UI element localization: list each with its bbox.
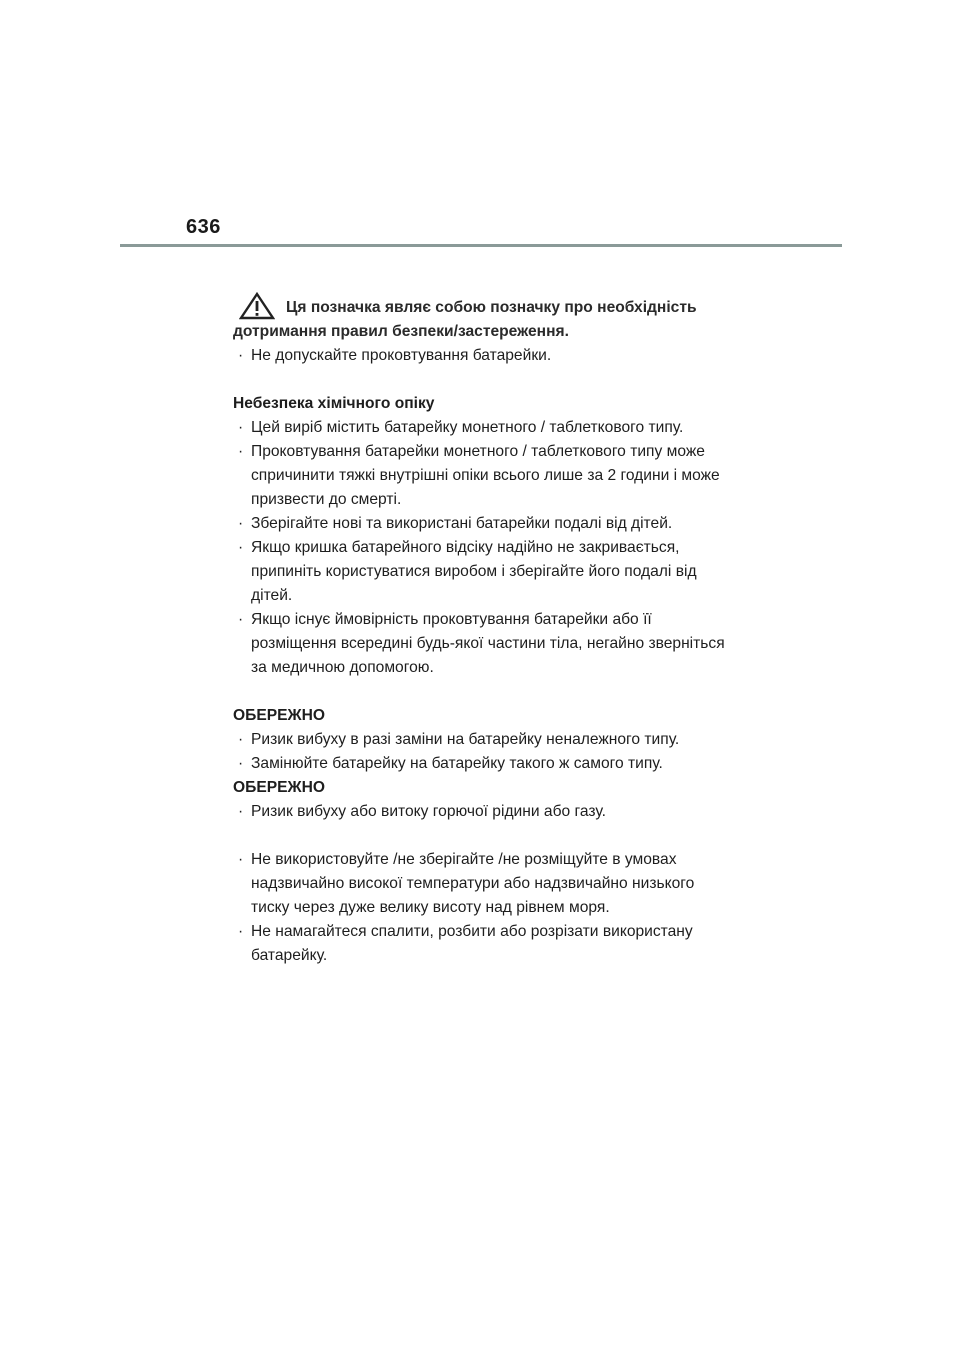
list-item bbox=[233, 344, 733, 368]
bullet-dot: · bbox=[238, 803, 244, 820]
spacer bbox=[233, 368, 733, 392]
section-heading-caution-2: ОБЕРЕЖНО bbox=[233, 779, 326, 796]
warning-notice-line1 bbox=[233, 292, 733, 320]
warning-notice-text-2: дотримання правил безпеки/застереження. bbox=[233, 323, 569, 340]
spacer bbox=[233, 824, 733, 848]
bullet-dot: · bbox=[238, 515, 244, 532]
warning-triangle-icon bbox=[239, 292, 275, 320]
bullet-dot: · bbox=[238, 419, 244, 436]
section-heading-chemical-burn: Небезпека хімічного опіку bbox=[233, 395, 435, 412]
list-item bbox=[233, 608, 733, 680]
list-item bbox=[233, 848, 733, 920]
list-item bbox=[233, 536, 733, 608]
list-item bbox=[233, 416, 733, 440]
list-item-text: Ризик вибуху в разі заміни на батарейку неналежного типу. bbox=[251, 731, 680, 748]
list-item-text: Замінюйте батарейку на батарейку такого ж самого типу. bbox=[251, 755, 663, 772]
list-item-text: Ризик вибуху або витоку горючої рідини або газу. bbox=[251, 803, 606, 820]
list-item-text: Проковтування батарейки монетного / таблеткового типу може спричинити тяжкі внутрішні опіки всього лише за 2 години і може призвести до смерті. bbox=[251, 443, 720, 508]
warning-notice-text-1: Ця позначка являє собою позначку про необхідність bbox=[286, 299, 697, 316]
bullet-dot: · bbox=[238, 851, 244, 868]
bullet-dot: · bbox=[238, 611, 244, 628]
list-item bbox=[233, 440, 733, 512]
list-item bbox=[233, 800, 733, 824]
page-content bbox=[233, 292, 733, 968]
list-item-text: Не намагайтеся спалити, розбити або розрізати використану батарейку. bbox=[251, 923, 693, 964]
list-item bbox=[233, 728, 733, 752]
list-item bbox=[233, 920, 733, 968]
list-item-text: Зберігайте нові та використані батарейки подалі від дітей. bbox=[251, 515, 673, 532]
list-item-text: Якщо кришка батарейного відсіку надійно не закривається, припиніть користуватися виробом і зберігайте його подалі від дітей. bbox=[251, 539, 697, 604]
list-item-text: Цей виріб містить батарейку монетного / таблеткового типу. bbox=[251, 419, 684, 436]
spacer bbox=[233, 680, 733, 704]
list-item-text: Якщо існує ймовірність проковтування батарейки або її розміщення всередині будь-якої частини тіла, негайно зверніться за медичною допомогою. bbox=[251, 611, 725, 676]
bullet-dot: · bbox=[238, 755, 244, 772]
header-divider bbox=[120, 244, 842, 247]
page-number: 636 bbox=[186, 216, 221, 238]
bullet-dot: · bbox=[238, 347, 244, 364]
list-item-text: Не допускайте проковтування батарейки. bbox=[251, 347, 552, 364]
bullet-dot: · bbox=[238, 539, 244, 556]
list-item bbox=[233, 512, 733, 536]
list-item bbox=[233, 752, 733, 776]
warning-notice bbox=[233, 292, 733, 344]
list-item-text: Не використовуйте /не зберігайте /не розміщуйте в умовах надзвичайно високої температури або надзвичайно низького тиску через дуже велику висоту над рівнем моря. bbox=[251, 851, 695, 916]
bullet-dot: · bbox=[238, 923, 244, 940]
bullet-dot: · bbox=[238, 731, 244, 748]
bullet-dot: · bbox=[238, 443, 244, 460]
section-heading-caution-1: ОБЕРЕЖНО bbox=[233, 707, 326, 724]
